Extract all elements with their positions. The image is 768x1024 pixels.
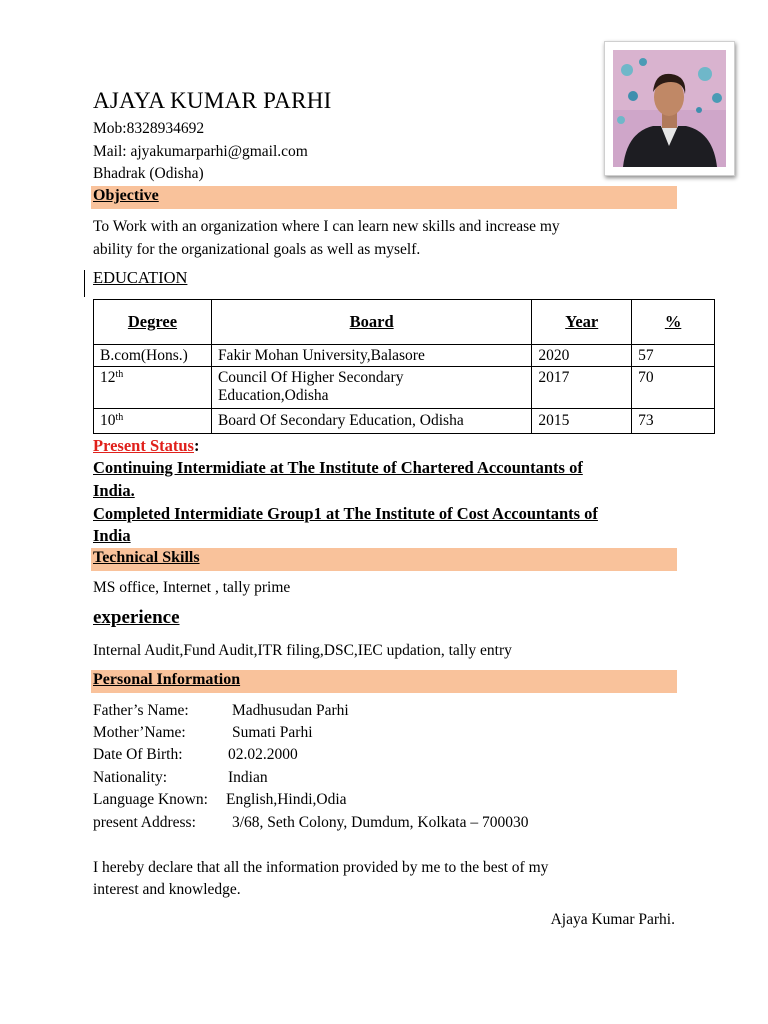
- board-text: Council Of Higher Secondary: [217, 369, 404, 386]
- present-status-line-3: Completed Intermidiate Group1 at The Institute of Cost Accountants of: [93, 504, 598, 523]
- present-status-label: Present Status: [93, 436, 194, 455]
- experience-heading: experience: [93, 607, 180, 628]
- objective-text-line-2: ability for the organizational goals as well as myself.: [93, 241, 421, 258]
- board-cell: [211, 367, 531, 409]
- technical-skills-heading: Technical Skills: [93, 549, 200, 566]
- year-column-header: Year: [532, 300, 632, 345]
- percent-column-header: %: [632, 300, 715, 345]
- mothers-name-label: Mother’Name:: [93, 724, 186, 741]
- present-address-label: present Address:: [93, 814, 196, 831]
- degree-cell: [94, 345, 212, 367]
- language-known-label: Language Known:: [93, 791, 208, 808]
- year-cell: [532, 345, 632, 367]
- table-row: [94, 345, 715, 367]
- nationality-label: Nationality:: [93, 769, 168, 786]
- date-of-birth-label: Date Of Birth:: [93, 746, 183, 763]
- text-cursor-mark: [84, 270, 85, 297]
- year-text: 2017: [538, 369, 570, 386]
- present-status-line-1: Continuing Intermidiate at The Institute of Chartered Accountants of: [93, 458, 583, 477]
- declaration-line-1: I hereby declare that all the information provided by me to the best of my: [93, 859, 549, 876]
- declaration-line-2: interest and knowledge.: [93, 881, 241, 898]
- language-known-value: English,Hindi,Odia: [226, 791, 347, 808]
- experience-text: Internal Audit,Fund Audit,ITR filing,DSC,IEC updation, tally entry: [93, 642, 512, 659]
- degree-superscript: th: [115, 412, 124, 423]
- year-cell: [532, 367, 632, 409]
- mobile-number: Mob:8328934692: [93, 120, 205, 137]
- present-status-colon: :: [193, 436, 200, 455]
- present-status-line-4: India: [93, 526, 131, 545]
- percent-text: 73: [638, 412, 654, 429]
- percent-cell: [632, 367, 715, 409]
- present-status-line-2: India.: [93, 481, 135, 500]
- technical-skills-section-bar: [91, 548, 677, 571]
- year-cell: [532, 409, 632, 434]
- table-row: [94, 409, 715, 434]
- present-address-value: 3/68, Seth Colony, Dumdum, Kolkata – 700030: [232, 814, 529, 831]
- year-text: 2015: [538, 412, 570, 429]
- nationality-value: Indian: [228, 769, 268, 786]
- percent-text: 70: [638, 369, 654, 386]
- education-heading: EDUCATION: [93, 268, 188, 287]
- fathers-name-label: Father’s Name:: [93, 702, 189, 719]
- degree-text: 10: [100, 412, 116, 429]
- board-column-header: Board: [211, 300, 531, 345]
- percent-cell: [632, 409, 715, 434]
- personal-information-section-bar: [91, 670, 677, 693]
- table-row: [94, 367, 715, 409]
- profile-photo-frame: [604, 41, 735, 176]
- technical-skills-text: MS office, Internet , tally prime: [93, 579, 291, 596]
- degree-cell: [94, 367, 212, 409]
- degree-cell: [94, 409, 212, 434]
- fathers-name-value: Madhusudan Parhi: [232, 702, 349, 719]
- email-address: Mail: ajyakumarparhi@gmail.com: [93, 143, 308, 160]
- education-table-header-row: [94, 300, 715, 345]
- location: Bhadrak (Odisha): [93, 165, 204, 182]
- degree-text: 12: [100, 369, 116, 386]
- degree-text: B.com(Hons.): [100, 347, 188, 364]
- present-status-heading: [93, 436, 199, 456]
- board-cell: [211, 345, 531, 367]
- board-text: Board Of Secondary Education, Odisha: [217, 412, 464, 429]
- percent-cell: [632, 345, 715, 367]
- signature-name: Ajaya Kumar Parhi.: [550, 911, 675, 928]
- board-text: Fakir Mohan University,Balasore: [217, 347, 425, 364]
- board-text-line-2: Education,Odisha: [217, 387, 329, 404]
- degree-column-header: Degree: [94, 300, 212, 345]
- objective-text-line-1: To Work with an organization where I can learn new skills and increase my: [93, 218, 560, 235]
- profile-photo: [613, 50, 726, 167]
- date-of-birth-value: 02.02.2000: [228, 746, 298, 763]
- mothers-name-value: Sumati Parhi: [232, 724, 313, 741]
- degree-superscript: th: [115, 369, 124, 380]
- education-table: [93, 299, 715, 434]
- percent-text: 57: [638, 347, 654, 364]
- personal-information-heading: Personal Information: [93, 671, 241, 688]
- objective-heading: Objective: [93, 187, 159, 204]
- year-text: 2020: [538, 347, 570, 364]
- candidate-name: AJAYA KUMAR PARHI: [93, 88, 332, 113]
- board-cell: [211, 409, 531, 434]
- objective-section-bar: [91, 186, 677, 209]
